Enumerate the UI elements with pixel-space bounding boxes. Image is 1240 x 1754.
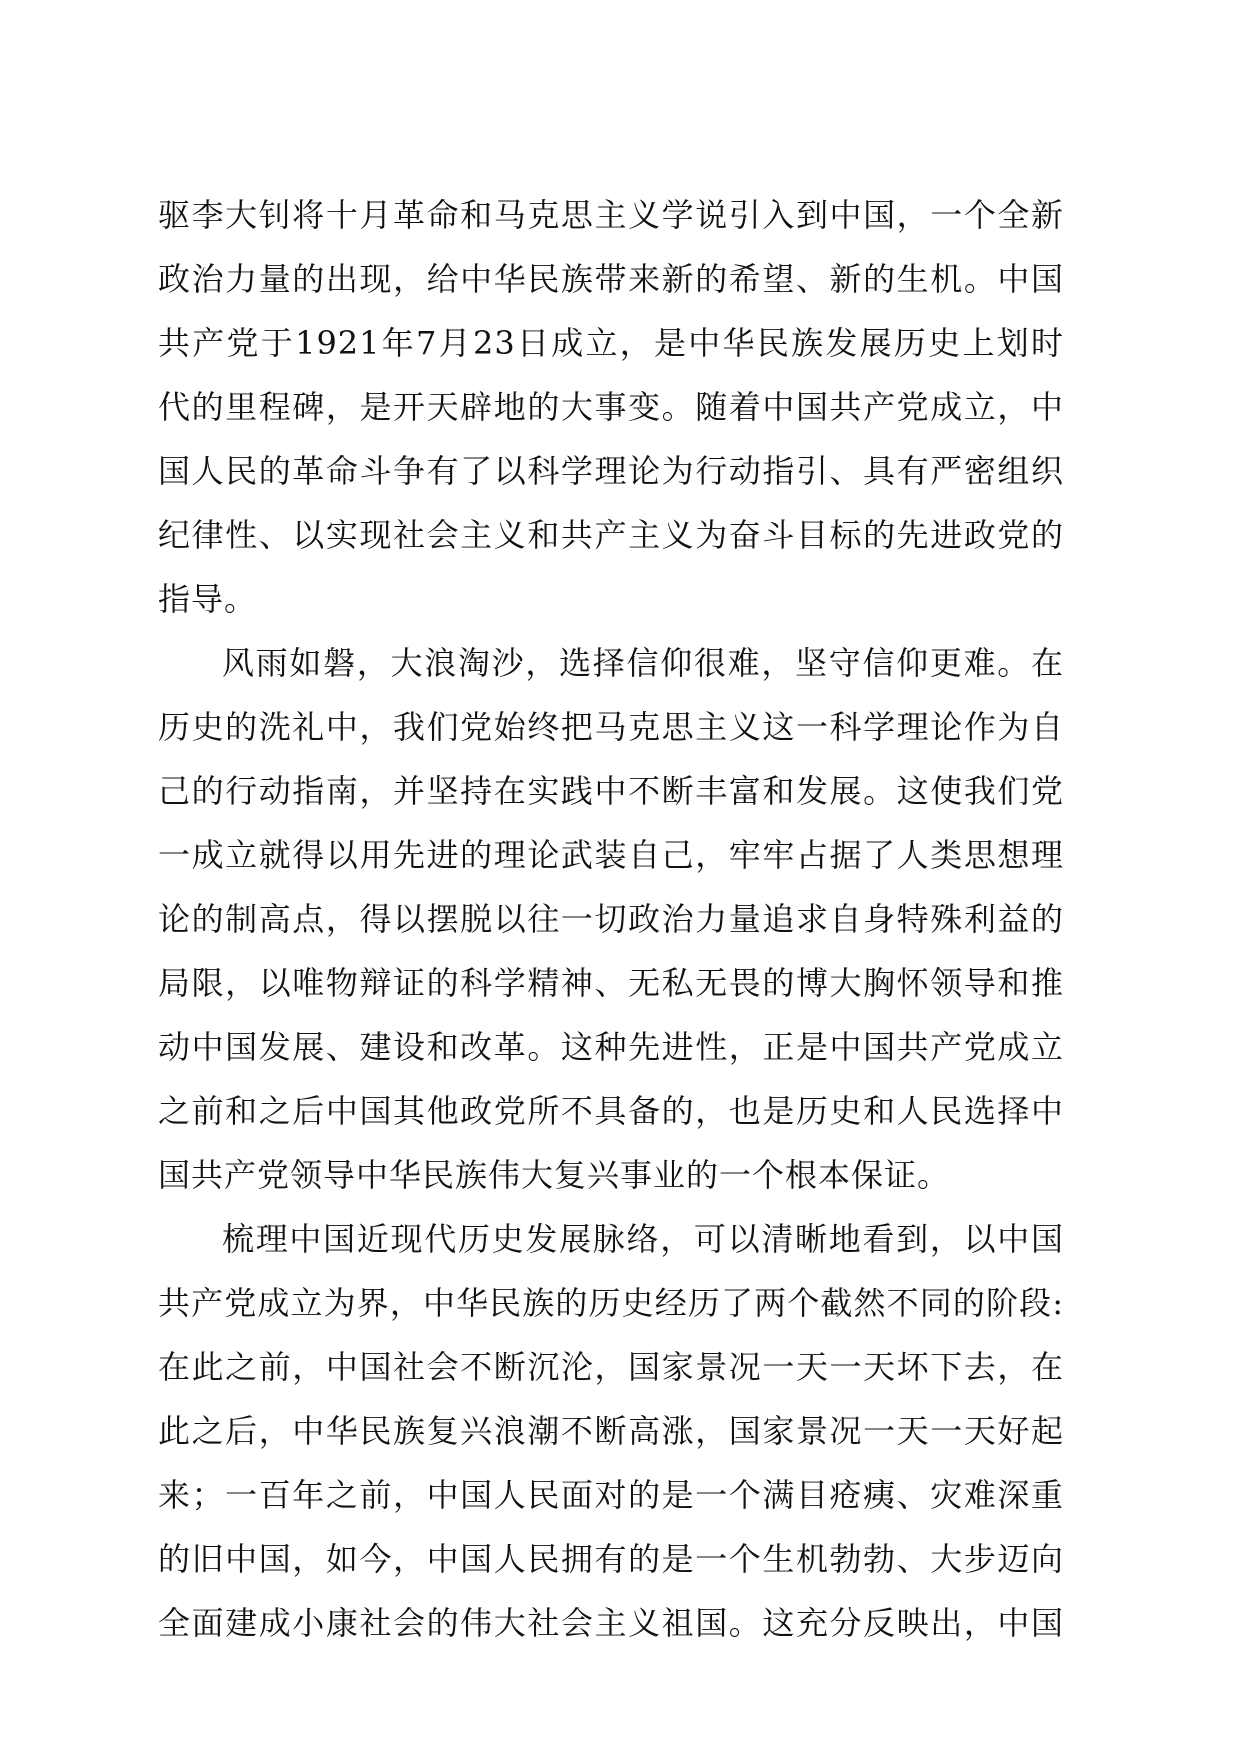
text-line: 梳理中国近现代历史发展脉络，可以清晰地看到，以中国: [222, 1220, 1064, 1258]
text-line: 之前和之后中国其他政党所不具备的，也是历史和人民选择中: [158, 1092, 1064, 1130]
text-line: 己的行动指南，并坚持在实践中不断丰富和发展。这使我们党: [158, 772, 1064, 810]
text-line: 动中国发展、建设和改革。这种先进性，正是中国共产党成立: [158, 1028, 1064, 1066]
document-body: [158, 183, 1064, 1655]
text-line: 国人民的革命斗争有了以科学理论为行动指引、具有严密组织: [158, 452, 1064, 490]
text-line: 国共产党领导中华民族伟大复兴事业的一个根本保证。: [158, 1156, 951, 1194]
text-line: 全面建成小康社会的伟大社会主义祖国。这充分反映出，中国: [158, 1604, 1064, 1642]
text-line: 驱李大钊将十月革命和马克思主义学说引入到中国，一个全新: [158, 196, 1064, 234]
text-line: 在此之前，中国社会不断沉沦，国家景况一天一天坏下去，在: [158, 1348, 1064, 1386]
text-line: 一成立就得以用先进的理论武装自己，牢牢占据了人类思想理: [158, 836, 1064, 874]
text-line: 政治力量的出现，给中华民族带来新的希望、新的生机。中国: [158, 260, 1064, 298]
paragraph-2: [158, 631, 1064, 1207]
paragraph-1: [158, 183, 1064, 631]
text-line: 共产党于1921年7月23日成立，是中华民族发展历史上划时: [158, 324, 1064, 362]
text-line: 局限，以唯物辩证的科学精神、无私无畏的博大胸怀领导和推: [158, 964, 1064, 1002]
text-line: 风雨如磐，大浪淘沙，选择信仰很难，坚守信仰更难。在: [222, 644, 1064, 682]
paragraph-3: [158, 1207, 1064, 1655]
text-line: 来；一百年之前，中国人民面对的是一个满目疮痍、灾难深重: [158, 1476, 1064, 1514]
text-line: 历史的洗礼中，我们党始终把马克思主义这一科学理论作为自: [158, 708, 1064, 746]
text-line: 纪律性、以实现社会主义和共产主义为奋斗目标的先进政党的: [158, 516, 1064, 554]
text-line: 代的里程碑，是开天辟地的大事变。随着中国共产党成立，中: [158, 388, 1064, 426]
text-line: 共产党成立为界，中华民族的历史经历了两个截然不同的阶段:: [158, 1284, 1064, 1322]
text-line: 的旧中国，如今，中国人民拥有的是一个生机勃勃、大步迈向: [158, 1540, 1064, 1578]
text-line: 论的制高点，得以摆脱以往一切政治力量追求自身特殊利益的: [158, 900, 1064, 938]
text-line: 指导。: [158, 580, 258, 618]
text-line: 此之后，中华民族复兴浪潮不断高涨，国家景况一天一天好起: [158, 1412, 1064, 1450]
